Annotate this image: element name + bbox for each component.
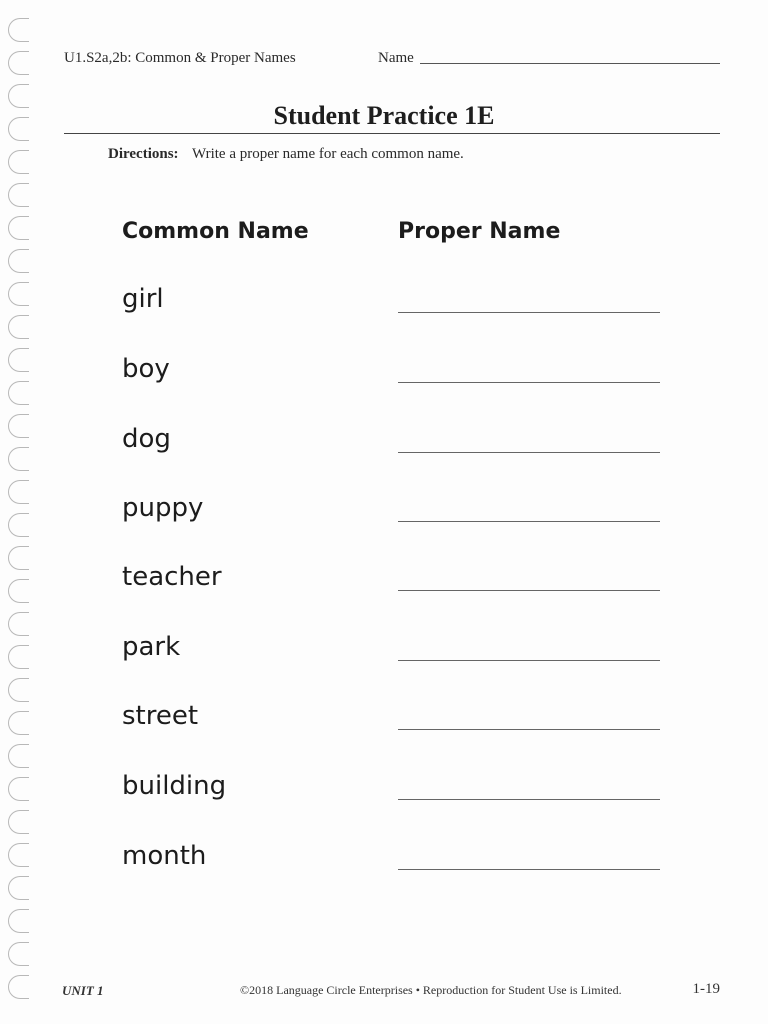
common-name-word: street	[122, 701, 199, 731]
title-divider	[64, 133, 720, 134]
table-row	[0, 284, 768, 334]
table-row	[0, 493, 768, 543]
common-name-word: girl	[122, 284, 164, 314]
proper-name-answer-line[interactable]	[398, 590, 660, 591]
unit-label: UNIT 1	[62, 983, 104, 998]
proper-name-header: Proper Name	[398, 219, 561, 244]
binder-ring	[8, 51, 29, 75]
binder-ring	[8, 18, 29, 42]
table-row	[0, 562, 768, 612]
page-number: 1-19	[692, 981, 720, 997]
binder-ring	[8, 942, 29, 966]
proper-name-answer-line[interactable]	[398, 382, 660, 383]
proper-name-answer-line[interactable]	[398, 869, 660, 870]
table-row	[0, 701, 768, 751]
common-name-word: puppy	[122, 493, 204, 523]
binder-ring	[8, 909, 29, 933]
proper-name-answer-line[interactable]	[398, 799, 660, 800]
table-row	[0, 424, 768, 474]
proper-name-answer-line[interactable]	[398, 729, 660, 730]
proper-name-answer-line[interactable]	[398, 660, 660, 661]
common-name-word: park	[122, 632, 181, 662]
standard-code: U1.S2a,2b: Common & Proper Names	[64, 50, 296, 66]
directions-label: Directions:	[108, 146, 179, 162]
name-label: Name	[378, 50, 414, 66]
common-name-word: teacher	[122, 562, 222, 592]
binder-ring	[8, 975, 29, 999]
proper-name-answer-line[interactable]	[398, 312, 660, 313]
name-field-line[interactable]	[420, 63, 720, 64]
table-row	[0, 771, 768, 821]
binder-ring	[8, 150, 29, 174]
common-name-word: boy	[122, 354, 170, 384]
binder-ring	[8, 216, 29, 240]
binder-ring	[8, 249, 29, 273]
table-row	[0, 841, 768, 891]
page-title: Student Practice 1E	[273, 101, 495, 130]
table-row	[0, 354, 768, 404]
copyright-notice: ©2018 Language Circle Enterprises • Reproduction for Student Use is Limited.	[240, 983, 622, 997]
proper-name-answer-line[interactable]	[398, 521, 660, 522]
directions-text: Write a proper name for each common name.	[192, 146, 464, 162]
directions	[108, 146, 464, 163]
common-name-header: Common Name	[122, 219, 309, 244]
binder-ring	[8, 183, 29, 207]
table-row	[0, 632, 768, 682]
common-name-word: month	[122, 841, 207, 871]
proper-name-answer-line[interactable]	[398, 452, 660, 453]
common-name-word: building	[122, 771, 227, 801]
common-name-word: dog	[122, 424, 171, 454]
